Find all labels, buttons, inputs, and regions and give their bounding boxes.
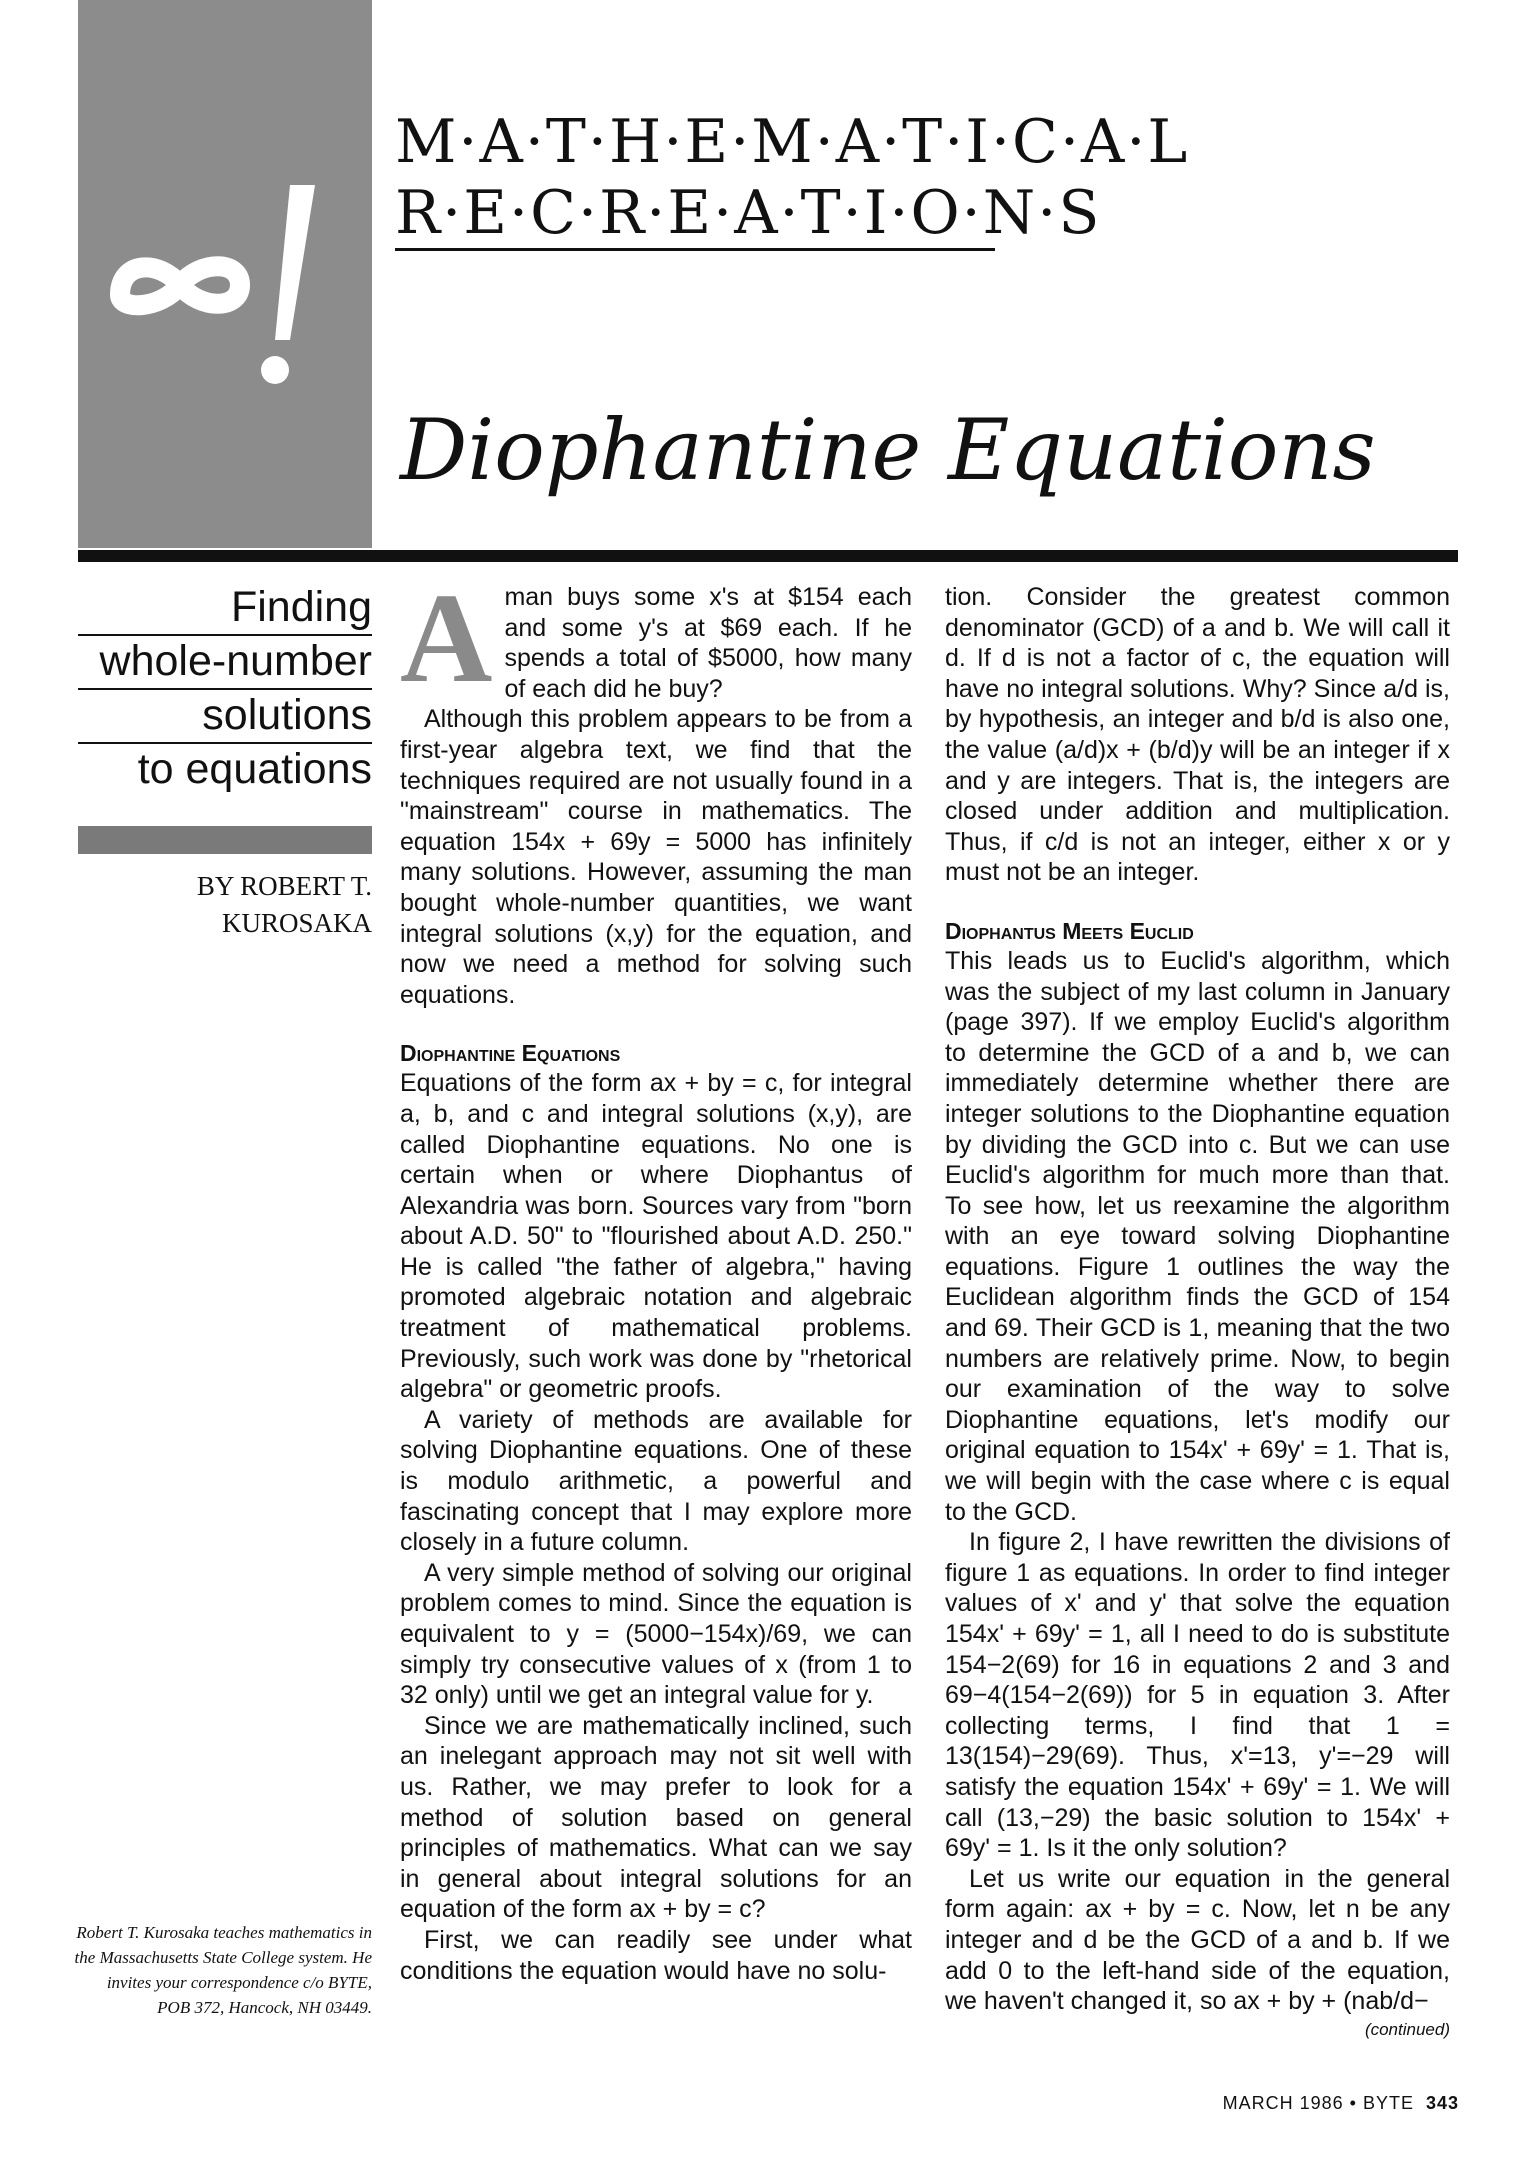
section-heading: Diophantine Equations	[400, 1040, 621, 1067]
deck-line-3: solutions	[202, 691, 372, 739]
drop-cap: A	[400, 567, 493, 709]
paragraph: man buys some x's at $154 each and some y's at $69 each. If he spends a total of $5000, how many of each did he buy?	[504, 583, 912, 703]
header-line-mathematical: M·A·T·H·E·M·A·T·I·C·A·L	[395, 107, 1190, 177]
paragraph: First, we can readily see under what conditions the equation would have no solu-	[400, 1925, 912, 1985]
article-title: Diophantine Equations	[400, 401, 1376, 499]
paragraph: Since we are mathematically inclined, such an inelegant approach may not sit well with us. Rather, we may prefer to look for a method of solution based on general principles of mathematics. What can we say in general about integral solutions for an equation of the form ax + by = c?	[400, 1711, 912, 1924]
paragraph: This leads us to Euclid's algorithm, which was the subject of my last column in January (page 397). If we employ Euclid's algorithm to determine the GCD of a and b, we can immediately determine whether there are integer solutions to the Diophantine equation by dividing the GCD into c. But we can use Euclid's algorithm for much more than that. To see how, let us reexamine the algorithm with an eye toward solving Diophantine equations. Figure 1 outlines the way the Euclidean algorithm finds the GCD of 154 and 69. Their GCD is 1, meaning that the two numbers are relatively prime. Now, to begin our examination of the way to solve Diophantine equations, let's modify our original equation to 154x' + 69y' = 1. That is, we will begin with the case where c is equal to the GCD.	[945, 946, 1450, 1526]
infinity-exclamation-icon	[100, 175, 350, 395]
paragraph: Although this problem appears to be from a first-year algebra text, we find that the techniques required are not usually found in a "mainstream" course in mathematics. The equation 154x + 69y = 5000 has infinitely many solutions. However, assuming the man bought whole-number quantities, we want integral solutions (x,y) for the equation, and now we need a method for solving such equations.	[400, 705, 912, 1009]
continued-note: (continued)	[1364, 2019, 1450, 2039]
deck-line-2: whole-number	[99, 637, 372, 685]
footer-date: MARCH 1986 • BYTE	[1222, 2093, 1414, 2113]
deck-gray-bar	[78, 826, 372, 854]
section-heading: Diophantus Meets Euclid	[945, 917, 1194, 944]
deck-line-4: to equations	[137, 745, 372, 793]
title-divider	[78, 550, 1458, 562]
deck-line-1: Finding	[230, 583, 372, 631]
header-rule	[395, 248, 995, 251]
paragraph: Let us write our equation in the general form again: ax + by = c. Now, let n be any integer and d be the GCD of a and b. If we add 0 to the left-hand side of the equation, we haven't changed it, so ax + by + (nab/d−	[945, 1864, 1450, 2016]
paragraph: A very simple method of solving our original problem comes to mind. Since the equation is equivalent to y = (5000−154x)/69, we can simply try consecutive values of x (from 1 to 32 only) until we get an integral value for y.	[400, 1558, 912, 1710]
author-bio: Robert T. Kurosaka teaches mathematics in the Massachusetts State College system. He invites your correspondence c/o BYTE, POB 372, Hancock, NH 03449.	[74, 1923, 372, 2017]
header-line-recreations: R·E·C·R·E·A·T·I·O·N·S	[395, 178, 1102, 248]
page-footer	[1223, 2093, 1459, 2114]
article-column-1	[400, 567, 912, 1986]
page-number: 343	[1425, 2093, 1459, 2113]
byline-line-1: BY ROBERT T.	[196, 871, 372, 901]
paragraph: tion. Consider the greatest common denominator (GCD) of a and b. We will call it d. If d is not a factor of c, the equation will have no integral solutions. Why? Since a/d is, by hypothesis, an integer and b/d is also one, the value (a/d)x + (b/d)y will be an integer if x and y are integers. That is, the integers are closed under addition and multiplication. Thus, if c/d is not an integer, either x or y must not be an integer.	[945, 583, 1450, 887]
paragraph: In figure 2, I have rewritten the divisions of figure 1 as equations. In order to find integer values of x' and y' that solve the equation 154x' + 69y' = 1, all I need to do is substitute 154−2(69) for 16 in equations 2 and 3 and 69−4(154−2(69)) for 5 in equation 3. After collecting terms, I find that 1 = 13(154)−29(69). Thus, x'=13, y'=−29 will satisfy the equation 154x' + 69y' = 1. We will call (13,−29) the basic solution to 154x' + 69y' = 1. Is it the only solution?	[945, 1528, 1450, 1863]
paragraph: A variety of methods are available for solving Diophantine equations. One of these is modulo arithmetic, a powerful and fascinating concept that I may explore more closely in a future column.	[400, 1405, 912, 1557]
byline	[90, 868, 372, 942]
byline-line-2: KUROSAKA	[221, 908, 372, 938]
paragraph: Equations of the form ax + by = c, for integral a, b, and c and integral solutions (x,y), are called Diophantine equations. No one is certain when or where Diophantus of Alexandria was born. Sources vary from "born about A.D. 50" to "flourished about A.D. 250." He is called "the father of algebra," having promoted algebraic notation and algebraic treatment of mathematical problems. Previously, such work was done by "rhetorical algebra" or geometric proofs.	[400, 1069, 912, 1404]
article-column-2	[945, 582, 1450, 2041]
